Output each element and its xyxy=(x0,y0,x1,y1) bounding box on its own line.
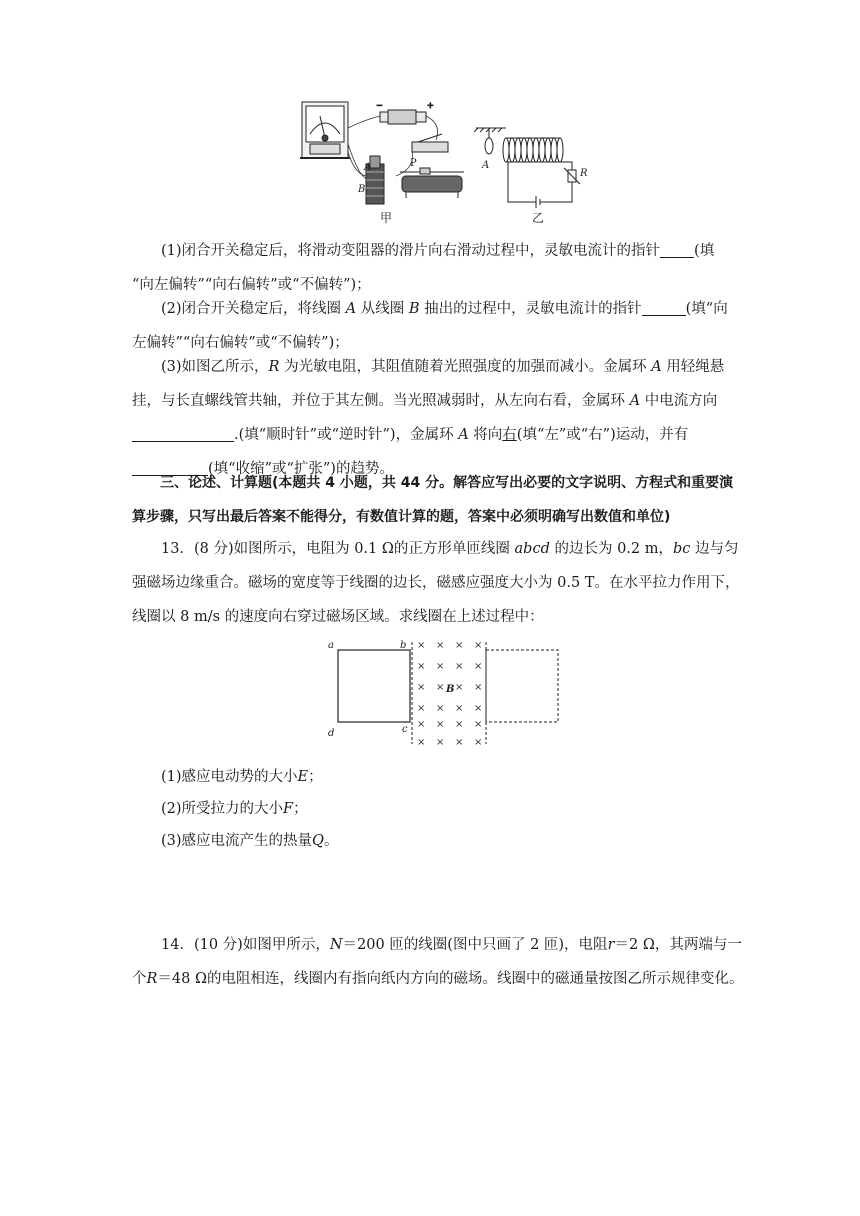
svg-text:×: × xyxy=(436,703,445,714)
svg-text:×: × xyxy=(455,737,464,748)
svg-text:×: × xyxy=(417,737,426,748)
svg-text:×: × xyxy=(417,703,426,714)
q13-text-2: 的边长为 0.2 m， xyxy=(554,541,673,557)
q13-sub1-punct: ； xyxy=(308,769,323,785)
q3-answer-blank-direction[interactable] xyxy=(132,425,234,442)
q3-text-2: 为光敏电阻，其阻值随着光照强度的加强而减小。金属环 xyxy=(284,359,647,375)
question-13 xyxy=(132,532,744,634)
q3-text-3: 用轻绳悬挂，与长直螺线管共轴，并位于其左侧。当光照减弱时，从左向右看，金属环 xyxy=(132,359,725,409)
q1-text-3: “向左偏转”“向右偏转”或“不偏转”)； xyxy=(132,277,371,293)
q1-text-1: (1)闭合开关稳定后，将滑动变阻器的滑片向右滑动过程中，灵敏电流计的指针 xyxy=(161,243,661,259)
coil-label-b: b xyxy=(400,640,407,651)
q14-N: N xyxy=(329,937,343,953)
svg-text:×: × xyxy=(436,661,445,672)
q14-text-1: 14．(10 分)如图甲所示， xyxy=(161,937,330,953)
figure-caption-jia: 甲 xyxy=(380,211,393,225)
svg-text:×: × xyxy=(436,737,445,748)
q2-text-3: 抽出的过程中，灵敏电流计的指针 xyxy=(424,301,642,317)
solenoid-circuit-illustration xyxy=(474,128,580,208)
q13-sub3-text: (3)感应电流产生的热量 xyxy=(161,833,313,849)
q13-sub3-punct: 。 xyxy=(323,833,339,849)
svg-text:×: × xyxy=(474,640,483,651)
figure-label-A1: A xyxy=(364,162,372,173)
q2-text-5: 左偏转”“向右偏转”或“不偏转”)； xyxy=(132,335,349,351)
q2-answer-blank[interactable] xyxy=(642,299,686,316)
q2-coil-A: A xyxy=(345,301,357,317)
battery-illustration xyxy=(376,101,434,124)
coil-label-a: a xyxy=(328,640,334,651)
q13-bc: bc xyxy=(673,541,691,557)
q3-ring-A-3: A xyxy=(458,427,469,443)
q13-sub3-Q: Q xyxy=(312,833,324,849)
coil-label-c: c xyxy=(402,724,408,735)
svg-text:×: × xyxy=(455,661,464,672)
figure-label-B1: B xyxy=(358,184,366,195)
svg-text:×: × xyxy=(455,703,464,714)
q3-text-7: (填“左”或“右”)运动，并有 xyxy=(516,427,689,443)
q3-text-6: 将向 xyxy=(473,427,503,443)
q14-R: R xyxy=(146,971,158,987)
svg-text:−: − xyxy=(376,101,383,110)
svg-text:×: × xyxy=(474,682,483,693)
q13-text-3: 边与匀强磁场边缘重合。磁场的宽度等于线圈的边长，磁感应强度大小为 0.5 T。在水平拉力作用下，线圈以 8 m/s 的速度向右穿过磁场区域。求线圈在上述过程中： xyxy=(132,541,740,625)
field-label-B: B xyxy=(446,684,455,695)
q3-text-1: (3)如图乙所示， xyxy=(161,359,269,375)
svg-text:+: + xyxy=(427,101,434,110)
q13-sub2-text: (2)所受拉力的大小 xyxy=(161,801,284,817)
svg-text:×: × xyxy=(417,640,426,651)
rheostat-illustration xyxy=(400,168,464,198)
square-coil xyxy=(338,650,410,722)
q2-text-2: 从线圈 xyxy=(360,301,405,317)
figure-label-R: R xyxy=(580,168,588,179)
q14-text-4: ＝48 Ω的电阻相连，线圈内有指向纸内方向的磁场。线圈中的磁通量按图乙所示规律变化。 xyxy=(157,971,744,987)
section-3-heading: 三、论述、计算题(本题共 4 小题，共 44 分。解答应写出必要的文字说明、方程式和重要演算步骤，只写出最后答案不能得分，有数值计算的题，答案中必须明确写出数值和单位) xyxy=(132,475,734,525)
q14-text-3: ＝2 Ω，其两端与一个 xyxy=(132,937,742,987)
switch-illustration xyxy=(412,134,448,152)
svg-text:×: × xyxy=(417,682,426,693)
question-14 xyxy=(132,928,744,996)
q13-sub2-punct: ； xyxy=(293,801,308,817)
svg-text:×: × xyxy=(436,682,445,693)
q13-sub-1 xyxy=(132,760,744,794)
svg-text:×: × xyxy=(474,661,483,672)
figure-coil-field xyxy=(326,624,566,748)
figure-caption-yi: 乙 xyxy=(532,211,545,225)
svg-text:×: × xyxy=(436,719,445,730)
q1-answer-blank[interactable] xyxy=(660,241,694,258)
q1-text-2: (填 xyxy=(694,243,715,259)
q3-resistor-R: R xyxy=(268,359,280,375)
svg-text:×: × xyxy=(455,640,464,651)
q13-sub1-text: (1)感应电动势的大小 xyxy=(161,769,298,785)
q3-ring-A-1: A xyxy=(651,359,662,375)
q3-text-4: 中电流方向 xyxy=(644,393,718,409)
q13-sub1-E: E xyxy=(297,769,309,785)
q2-text-1: (2)闭合开关稳定后，将线圈 xyxy=(161,301,342,317)
figure-top-apparatus xyxy=(296,98,586,228)
q13-text-1: 13．(8 分)如图所示，电阻为 0.1 Ω的正方形单匝线圈 xyxy=(161,541,510,557)
coil-final-position xyxy=(486,650,558,722)
figure-label-P: P xyxy=(410,158,417,169)
svg-text:×: × xyxy=(474,703,483,714)
q14-r: r xyxy=(607,937,615,953)
q14-text-2: ＝200 匝的线圈(图中只画了 2 匝)，电阻 xyxy=(342,937,608,953)
q13-abcd: abcd xyxy=(514,541,550,557)
svg-text:×: × xyxy=(417,719,426,730)
svg-text:×: × xyxy=(417,661,426,672)
q13-sub2-F: F xyxy=(283,801,294,817)
q2-coil-B: B xyxy=(408,301,420,317)
svg-text:×: × xyxy=(455,719,464,730)
svg-text:×: × xyxy=(455,682,464,693)
coil-label-d: d xyxy=(328,728,335,739)
q3-ring-A-2: A xyxy=(629,393,641,409)
q3-text-5: .(填“顺时针”或“逆时针”)，金属环 xyxy=(234,427,454,443)
q13-sub-3 xyxy=(132,824,744,858)
svg-text:×: × xyxy=(474,737,483,748)
svg-text:×: × xyxy=(436,640,445,651)
q3-answer-right: 右 xyxy=(502,427,517,443)
galvanometer-illustration xyxy=(300,102,350,158)
svg-text:×: × xyxy=(474,719,483,730)
figure-label-A2: A xyxy=(482,160,490,171)
q13-sub-2 xyxy=(132,792,744,826)
q2-text-4: (填“向 xyxy=(685,301,728,317)
q3-text-8: (填“收缩”或“扩张”)的趋势。 xyxy=(208,461,394,477)
